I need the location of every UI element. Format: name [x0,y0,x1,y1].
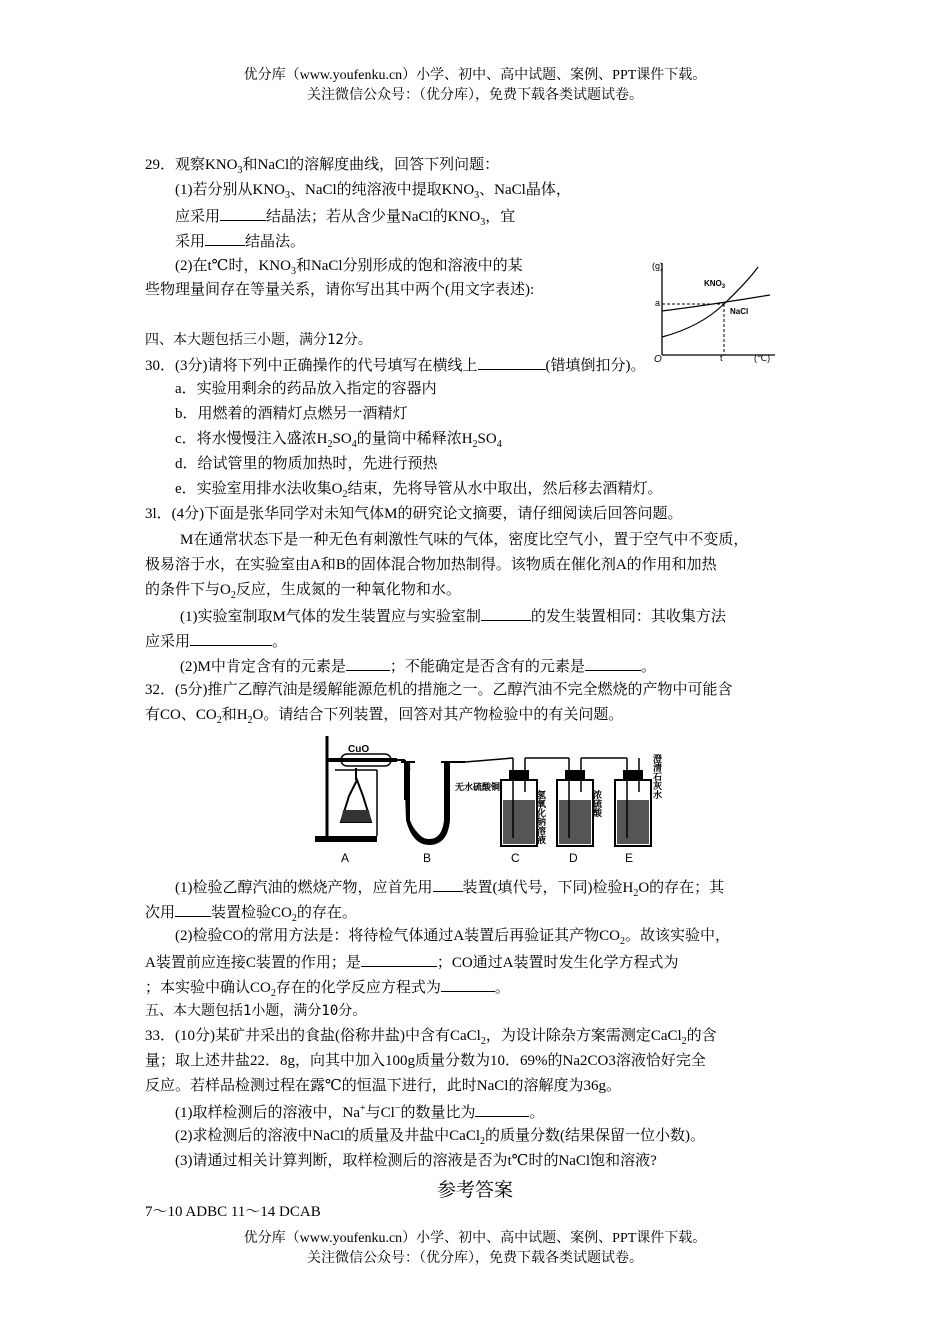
e-reagent-label: 澄清石灰水 [652,754,662,799]
q32-part1-line1: (1)检验乙醇汽油的燃烧产物，应首先用 装置(填代号，下同)检验$H_2O$的存在；其 [175,876,724,898]
nacl-curve [662,295,770,311]
origin-label: O [654,354,662,365]
label-d: D [569,851,578,865]
q33-part1: (1)取样检测后的溶液中，Na+与Cl−的数量比为 。 [175,1103,545,1121]
q29-part1-line1: (1)若分别从$KNO_3$、NaCl的纯溶液中提取$KNO_3$、NaCl晶体， [175,182,571,201]
q29-part2-line2: 些物理量间存在等量关系，请你写出其中两个(用文字表述): [145,282,535,298]
section-5-heading: 五、本大题包括1小题，满分10分。 [145,1003,367,1019]
answer-blank[interactable] [190,630,272,646]
y-unit: (g) [652,261,663,271]
cuo-label: CuO [348,744,370,755]
q31-part2: (2)M中肯定含有的元素是 ；不能确定是否含有的元素是 。 [180,655,656,677]
section-4-heading: 四、本大题包括三小题，满分12分。 [145,332,372,348]
label-a: A [341,851,350,865]
q30-option-e: e．实验室用排水法收集$O_2$结束，先将导管从水中取出，然后移去酒精灯。 [175,481,663,500]
q33-line-3: 反应。若样品检测过程在露℃的恒温下进行，此时NaCl的溶解度为36g。 [145,1078,621,1094]
label-c: C [511,851,520,865]
device-a [315,736,405,842]
t-label: t [720,353,723,363]
q30-stem: 30．(3分)请将下列中正确操作的代号填写在横线上 (错填倒扣分)。 [145,354,646,376]
q31-part1-line1: (1)实验室制取M气体的发生装置应与实验室制 的发生装置相同：其收集方法 [180,605,726,627]
answers-line: 7～10 ADBC 11～14 DCAB [145,1204,321,1220]
footer-line-1: 优分库（www.youfenku.cn）小学、初中、高中试题、案例、PPT课件下载。 [243,1231,707,1246]
q31-text-3: 的条件下与$O_2$反应，生成氮的一种氧化物和水。 [145,582,461,601]
q30-option-b: b．用燃着的酒精灯点燃另一酒精灯 [175,406,408,422]
q33-part3: (3)请通过相关计算判断，取样检测后的溶液是否为t℃时的NaCl饱和溶液? [175,1153,657,1169]
device-c [465,758,547,846]
q32-part2-line2: A装置前应连接C装置的作用；是 ；CO通过A装置时发生化学方程式为 [145,951,679,973]
answer-blank[interactable] [175,901,211,917]
label-e: E [625,851,634,865]
q31-part1-line2: 应采用 。 [145,630,287,652]
answer-blank[interactable] [361,951,437,967]
label-b: B [423,851,432,865]
device-b [401,762,500,842]
q30-option-c: c．将水慢慢注入盛浓$H_2SO_4$的量筒中稀释浓$H_2SO_4$ [175,431,502,450]
q31-stem: 3l．(4分)下面是张华同学对未知气体M的研究论文摘要，请仔细阅读后回答问题。 [145,506,683,522]
c-reagent-label: 氢氧化钠溶液 [536,790,546,844]
q33-part2: (2)求检测后的溶液中NaCl的质量及井盐中CaCl$_2$的质量分数(结果保留一位小数)。 [175,1128,705,1147]
q33-line-2: 量；取上述井盐22．8g，向其中加入100g质量分数为10．69%的Na2CO3溶液恰好完全 [145,1053,706,1069]
q29-stem: 29．观察$KNO_3$和NaCl的溶解度曲线，回答下列问题： [145,157,500,176]
q33-line-1: 33．(10分)某矿井采出的食盐(俗称井盐)中含有CaCl$_2$，为设计除杂方案需测定CaCl$_2$的含 [145,1028,717,1047]
apparatus-diagram [305,730,675,870]
answers-title: 参考答案 [436,1179,513,1201]
solubility-graph [640,255,790,365]
q30-option-d: d．给试管里的物质加热时，先进行预热 [175,456,438,472]
header-line-1: 优分库（www.youfenku.cn）小学、初中、高中试题、案例、PPT课件下载。 [243,68,707,83]
answer-blank[interactable] [346,655,390,671]
x-unit: (℃) [754,353,771,363]
b-reagent-label: 无水硫酸铜 [455,782,501,792]
answer-blank[interactable] [481,605,531,621]
q29-part1-line3: 采用 结晶法。 [175,230,305,252]
nacl-label: NaCl [730,307,749,316]
q32-stem-2: 有CO、$CO_2$和$H_2O$。请结合下列装置，回答对其产物检验中的有关问题。 [145,707,624,726]
q31-text-2: 极易溶于水，在实验室由A和B的固体混合物加热制得。该物质在催化剂A的作用和加热 [145,557,717,573]
answer-blank[interactable] [220,205,266,221]
q32-part2-line3: ；本实验中确认$CO_2$存在的化学反应方程式为 。 [145,976,510,998]
answer-blank[interactable] [585,655,641,671]
d-reagent-label: 浓硫酸 [592,790,602,817]
q29-part2-line1: (2)在t℃时，$KNO_3$和NaCl分别形成的饱和溶液中的某 [175,258,523,277]
header-line-2: 关注微信公众号：（优分库），免费下载各类试题试卷。 [307,88,643,103]
a-label: a [655,298,661,308]
footer-line-2: 关注微信公众号：（优分库），免费下载各类试题试卷。 [307,1251,643,1266]
q30-option-a: a．实验用剩余的药品放入指定的容器内 [175,381,437,397]
q32-stem-1: 32．(5分)推广乙醇汽油是缓解能源危机的措施之一。乙醇汽油不完全燃烧的产物中可能含 [145,682,733,698]
kno3-label: $KNO_3$ [704,279,726,290]
q31-text-1: M在通常状态下是一种无色有刺激性气味的气体，密度比空气小，置于空气中不变质， [180,532,749,548]
q29-part1-line2: 应采用 结晶法；若从含少量NaCl的$KNO_3$，宜 [175,205,515,227]
kno3-curve [662,267,758,337]
q32-part1-line2: 次用 装置检验$CO_2$的存在。 [145,901,357,923]
answer-blank[interactable] [205,230,245,246]
answer-blank[interactable] [441,976,495,992]
q32-part2-line1: (2)检验CO的常用方法是：将待检气体通过A装置后再验证其产物$CO_2$。故该实验中， [175,928,731,947]
answer-blank[interactable] [433,876,463,892]
answer-blank[interactable] [475,1101,529,1117]
answer-blank[interactable] [478,354,546,370]
